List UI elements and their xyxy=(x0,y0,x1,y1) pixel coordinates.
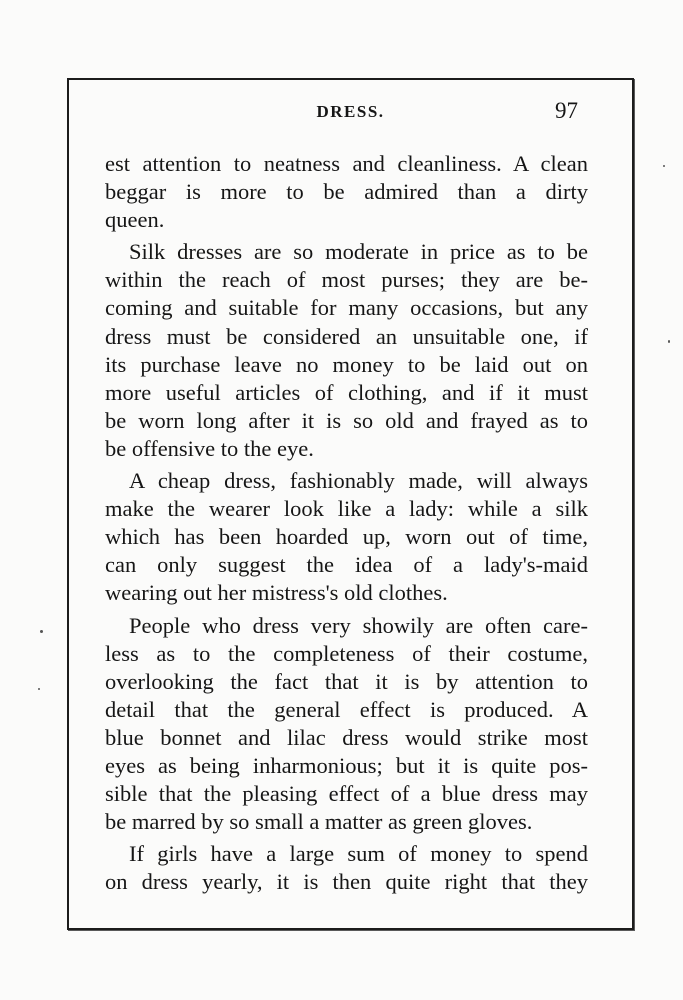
text-line: be offensive to the eye. xyxy=(105,435,314,461)
text-line: more useful articles of clothing, and if it must xyxy=(105,379,588,405)
text-line: est attention to neatness and cleanliness. A clean xyxy=(105,151,588,176)
text-line: beggar is more to be admired than a dirty xyxy=(105,179,588,205)
text-line: overlooking the fact that it is by attention to xyxy=(105,668,588,694)
paragraph-silk-dresses xyxy=(105,238,588,463)
text-line: which has been hoarded up, worn out of time, xyxy=(105,524,588,550)
text-line: be worn long after it is so old and frayed as to xyxy=(105,407,588,433)
text-line: eyes as being inharmonious; but it is quite pos- xyxy=(105,752,588,778)
text-line: If girls have a large sum of money to spend xyxy=(129,841,588,867)
text-line: detail that the general effect is produced. A xyxy=(105,696,588,722)
page-number: 97 xyxy=(555,98,578,123)
text-line: blue bonnet and lilac dress would strike most xyxy=(105,724,588,750)
text-line: wearing out her mistress's old clothes. xyxy=(105,580,448,606)
text-line: within the reach of most purses; they are be- xyxy=(105,267,588,293)
text-line: make the wearer look like a lady: while a silk xyxy=(105,496,588,522)
text-line: dress must be considered an unsuitable one, if xyxy=(105,323,588,349)
text-line: coming and suitable for many occasions, but any xyxy=(105,295,588,321)
paragraph-continuation xyxy=(105,150,588,234)
paper-speck xyxy=(663,165,665,167)
paragraph-showily xyxy=(105,612,588,837)
text-line: on dress yearly, it is then quite right that they xyxy=(105,869,588,895)
text-line: Silk dresses are so moderate in price as to be xyxy=(129,239,588,265)
page-header xyxy=(69,98,632,128)
text-line: queen. xyxy=(105,207,165,233)
text-line: less as to the completeness of their costume, xyxy=(105,640,588,666)
paragraph-cheap-dress xyxy=(105,467,588,607)
text-line: its purchase leave no money to be laid out on xyxy=(105,351,588,377)
paper-speck xyxy=(668,340,670,343)
running-title: DRESS. xyxy=(316,102,385,121)
paragraph-girls-money xyxy=(105,840,588,896)
text-line: People who dress very showily are often care- xyxy=(129,612,588,638)
page-border-frame xyxy=(67,78,634,930)
text-line: A cheap dress, fashionably made, will always xyxy=(129,468,588,494)
text-line: can only suggest the idea of a lady's-maid xyxy=(105,552,588,578)
body-text xyxy=(105,150,588,896)
text-line: sible that the pleasing effect of a blue dress may xyxy=(105,781,588,807)
paper-speck xyxy=(40,630,43,633)
paper-speck xyxy=(38,688,40,690)
text-line: be marred by so small a matter as green gloves. xyxy=(105,809,533,835)
